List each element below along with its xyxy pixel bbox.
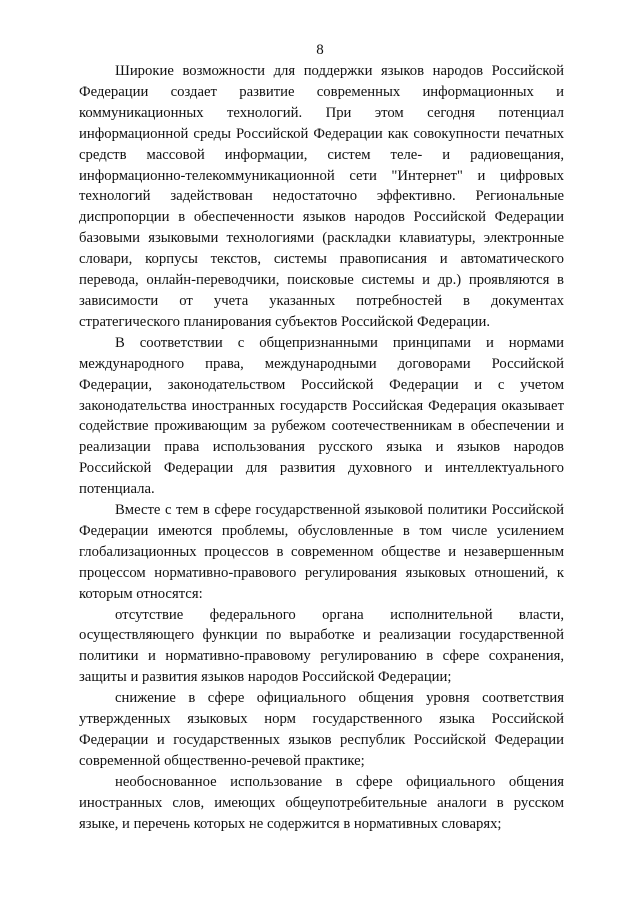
paragraph-compatriots-support: В соответствии с общепризнанными принципами и нормами международного права, международными договорами Российской Федерации, законодательством Российской Федерации и с учетом законодательства иностранных государств Российская Федерация оказывает содействие проживающим за рубежом соотечественникам в обеспечении и реализации права использования русского языка и языков народов Российской Федерации для развития духовного и интеллектуального потенциала. bbox=[79, 334, 564, 498]
list-item-norms-decline: снижение в сфере официального общения уровня соответствия утвержденных языковых норм государственного языка Российской Федерации и государственных языков республик Российской Федерации современной общественно-речевой практике; bbox=[79, 690, 564, 769]
list-item-no-federal-body: отсутствие федерального органа исполнительной власти, осуществляющего функции по выработке и реализации государственной политики и нормативно-правовому регулированию в сфере сохранения, защиты и развития языков народов Российской Федерации; bbox=[79, 606, 564, 686]
list-item-foreign-words: необоснованное использование в сфере официального общения иностранных слов, имеющих общеупотребительные аналоги в русском языке, и перечень которых не содержится в нормативных словарях; bbox=[79, 773, 564, 832]
paragraph-problems-intro: Вместе с тем в сфере государственной языковой политики Российской Федерации имеются проблемы, обусловленные в том числе усилением глобализационных процессов в современном обществе и незавершенным процессом нормативно-правового регулирования языковых отношений, к которым относятся: bbox=[79, 502, 564, 602]
page-number: 8 bbox=[316, 42, 324, 58]
document-body bbox=[79, 61, 564, 835]
paragraph-language-technologies: Широкие возможности для поддержки языков народов Российской Федерации создает развитие современных информационных и коммуникационных технологий. При этом сегодня потенциал информационной среды Российской Федерации как совокупности печатных средств массовой информации, систем теле- и радиовещания, информационно-телекоммуникационной сети "Интернет" и цифровых технологий задействован недостаточно эффективно. Региональные диспропорции в обеспеченности языков народов Российской Федерации базовыми языковыми технологиями (раскладки клавиатуры, электронные словари, корпусы текстов, системы правописания и автоматического перевода, онлайн-переводчики, поисковые системы и др.) проявляются в зависимости от учета указанных потребностей в документах стратегического планирования субъектов Российской Федерации. bbox=[79, 63, 564, 330]
